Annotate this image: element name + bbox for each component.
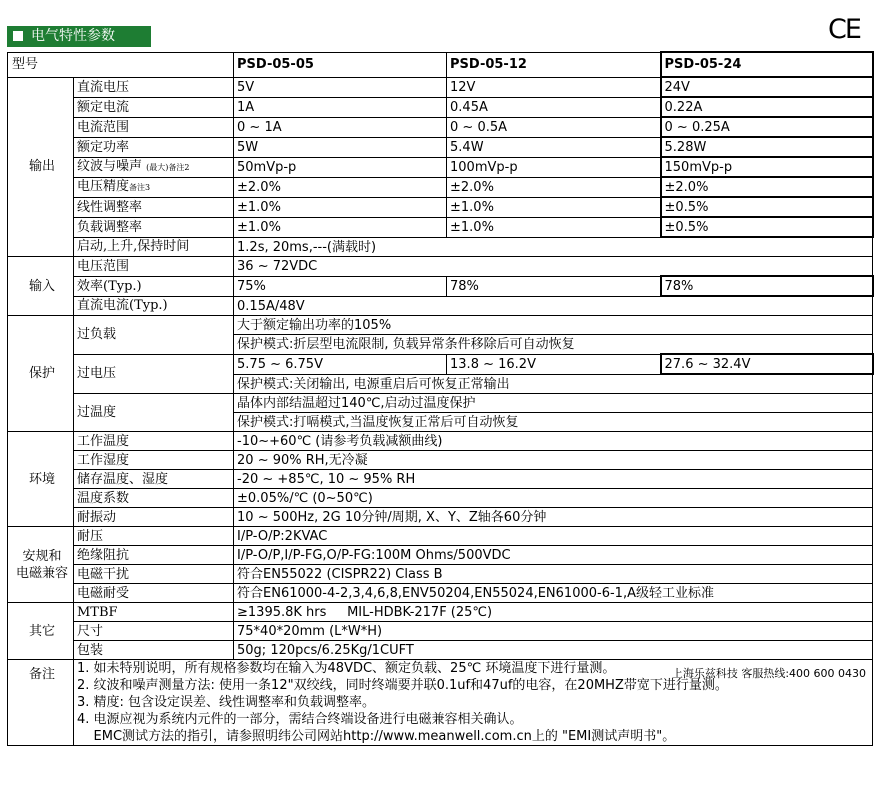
cell: ±2.0% [447, 177, 661, 197]
row-label-text: 纹波与噪声 [77, 159, 143, 174]
row-label [74, 157, 234, 177]
table-row [8, 508, 873, 527]
row-label [74, 177, 234, 197]
table-row [8, 489, 873, 508]
cell: ±2.0% [661, 177, 873, 197]
cell: 符合EN55022 (CISPR22) Class B [234, 565, 873, 584]
cell: 150mVp-p [661, 157, 873, 177]
category-output: 输出 [8, 77, 74, 257]
category-environment: 环境 [8, 432, 74, 527]
row-label: 储存温度、湿度 [74, 470, 234, 489]
cell: 12V [447, 77, 661, 97]
spec-table [7, 51, 874, 746]
category-safety-line1: 安规和 [22, 548, 62, 564]
cell: 5V [234, 77, 447, 97]
row-label: 工作湿度 [74, 451, 234, 470]
cell: ±1.0% [447, 197, 661, 217]
cell: 50g; 120pcs/6.25Kg/1CUFT [234, 641, 873, 660]
table-row [8, 394, 873, 413]
header-row [8, 52, 873, 77]
table-row [8, 117, 873, 137]
cell: 75*40*20mm (L*W*H) [234, 622, 873, 641]
table-row [8, 354, 873, 374]
square-icon [13, 31, 23, 41]
table-row [8, 177, 873, 197]
row-label: 温度系数 [74, 489, 234, 508]
row-label-note: (最大)备注2 [146, 163, 190, 172]
section-title: 电气特性参数 [31, 28, 115, 44]
row-label-text: 电压精度 [77, 179, 130, 194]
section-title-bar [7, 26, 151, 47]
cell: 5W [234, 137, 447, 157]
header-label: 型号 [8, 52, 234, 77]
row-label: 电流范围 [74, 117, 234, 137]
row-label: 耐振动 [74, 508, 234, 527]
table-row [8, 565, 873, 584]
note-line: EMC测试方法的指引，请参照明纬公司网站http://www.meanwell.com.cn上的 "EMI测试声明书"。 [77, 729, 676, 744]
row-label: 电压范围 [74, 257, 234, 277]
row-label: 过温度 [74, 394, 234, 432]
cell: 0.15A/48V [234, 296, 873, 316]
cell: 78% [447, 276, 661, 296]
model-1: PSD-05-05 [234, 52, 447, 77]
cell: 78% [661, 276, 873, 296]
row-label: 尺寸 [74, 622, 234, 641]
category-protection: 保护 [8, 316, 74, 432]
cell: ±1.0% [234, 217, 447, 237]
ce-mark-logo: CE [828, 14, 860, 45]
row-label: 耐压 [74, 527, 234, 546]
cell: 20 ~ 90% RH,无冷凝 [234, 451, 873, 470]
row-label: 启动,上升,保持时间 [74, 237, 234, 257]
notes-row [8, 660, 873, 746]
table-row [8, 527, 873, 546]
category-safety [8, 527, 74, 603]
table-row [8, 641, 873, 660]
cell: 晶体内部结温超过140℃,启动过温度保护 [234, 394, 873, 413]
table-row [8, 622, 873, 641]
row-label: MTBF [74, 603, 234, 622]
cell: 0 ~ 0.5A [447, 117, 661, 137]
category-input: 输入 [8, 257, 74, 316]
cell: 13.8 ~ 16.2V [447, 354, 661, 374]
table-row [8, 97, 873, 117]
cell: 保护模式:折层型电流限制, 负载异常条件移除后可自动恢复 [234, 335, 873, 355]
table-row [8, 296, 873, 316]
cell: 保护模式:关闭输出, 电源重启后可恢复正常输出 [234, 374, 873, 394]
cell: 5.75 ~ 6.75V [234, 354, 447, 374]
cell: 0 ~ 1A [234, 117, 447, 137]
cell: 5.28W [661, 137, 873, 157]
cell: 1A [234, 97, 447, 117]
row-label: 工作温度 [74, 432, 234, 451]
row-label: 额定功率 [74, 137, 234, 157]
model-3: PSD-05-24 [661, 52, 873, 77]
cell: ±2.0% [234, 177, 447, 197]
cell: ±0.5% [661, 197, 873, 217]
table-row [8, 451, 873, 470]
row-label: 直流电流(Typ.) [74, 296, 234, 316]
cell: ±0.05%/℃ (0~50℃) [234, 489, 873, 508]
table-row [8, 276, 873, 296]
cell: 大于额定输出功率的105% [234, 316, 873, 335]
cell: 0 ~ 0.25A [661, 117, 873, 137]
cell: 100mVp-p [447, 157, 661, 177]
row-label: 额定电流 [74, 97, 234, 117]
category-safety-line2: 电磁兼容 [15, 565, 68, 581]
row-label: 直流电压 [74, 77, 234, 97]
cell: 保护模式:打嗝模式,当温度恢复正常后可自动恢复 [234, 413, 873, 432]
table-row [8, 546, 873, 565]
cell: 50mVp-p [234, 157, 447, 177]
cell: 0.22A [661, 97, 873, 117]
cell: ±1.0% [234, 197, 447, 217]
cell: 1.2s, 20ms,---(满载时) [234, 237, 873, 257]
row-label: 过负载 [74, 316, 234, 355]
cell: -10~+60℃ (请参考负载减额曲线) [234, 432, 873, 451]
cell: 75% [234, 276, 447, 296]
cell: 5.4W [447, 137, 661, 157]
cell: 36 ~ 72VDC [234, 257, 873, 277]
category-notes: 备注 [8, 660, 74, 746]
category-others: 其它 [8, 603, 74, 660]
table-row [8, 197, 873, 217]
row-label: 电磁干扰 [74, 565, 234, 584]
row-label: 绝缘阻抗 [74, 546, 234, 565]
row-label: 包装 [74, 641, 234, 660]
hotline: 上海乐兹科技 客服热线:400 600 0430 [671, 667, 867, 680]
row-label: 过电压 [74, 354, 234, 394]
cell: I/P-O/P,I/P-FG,O/P-FG:100M Ohms/500VDC [234, 546, 873, 565]
note-line: 4. 电源应视为系统内元件的一部分，需结合终端设备进行电磁兼容相关确认。 [77, 712, 523, 727]
table-row [8, 470, 873, 489]
cell: I/P-O/P:2KVAC [234, 527, 873, 546]
table-row [8, 77, 873, 97]
table-row [8, 432, 873, 451]
cell: ±0.5% [661, 217, 873, 237]
table-row [8, 316, 873, 335]
table-row [8, 584, 873, 603]
cell: 27.6 ~ 32.4V [661, 354, 873, 374]
cell: 符合EN61000-4-2,3,4,6,8,ENV50204,EN55024,EN61000-6-1,A级轻工业标准 [234, 584, 873, 603]
note-line: 2. 纹波和噪声测量方法: 使用一条12"双绞线，同时终端要并联0.1uf和47uf的电容，在20MHZ带宽下进行量测。 [77, 678, 728, 693]
table-row [8, 157, 873, 177]
cell: 0.45A [447, 97, 661, 117]
cell: 24V [661, 77, 873, 97]
table-row [8, 257, 873, 277]
cell: ±1.0% [447, 217, 661, 237]
table-row [8, 217, 873, 237]
table-row [8, 137, 873, 157]
cell: 10 ~ 500Hz, 2G 10分钟/周期, X、Y、Z轴各60分钟 [234, 508, 873, 527]
model-2: PSD-05-12 [447, 52, 661, 77]
notes-cell [74, 660, 873, 746]
row-label: 电磁耐受 [74, 584, 234, 603]
cell: -20 ~ +85℃, 10 ~ 95% RH [234, 470, 873, 489]
row-label: 负载调整率 [74, 217, 234, 237]
row-label: 线性调整率 [74, 197, 234, 217]
table-row [8, 237, 873, 257]
row-label-note: 备注3 [129, 183, 151, 192]
note-line: 1. 如未特别说明，所有规格参数均在输入为48VDC、额定负载、25℃ 环境温度下进行量测。 [77, 661, 616, 676]
row-label: 效率(Typ.) [74, 276, 234, 296]
table-row [8, 603, 873, 622]
note-line: 3. 精度: 包含设定误差、线性调整率和负载调整率。 [77, 695, 376, 710]
cell: ≥1395.8K hrs MIL-HDBK-217F (25℃) [234, 603, 873, 622]
